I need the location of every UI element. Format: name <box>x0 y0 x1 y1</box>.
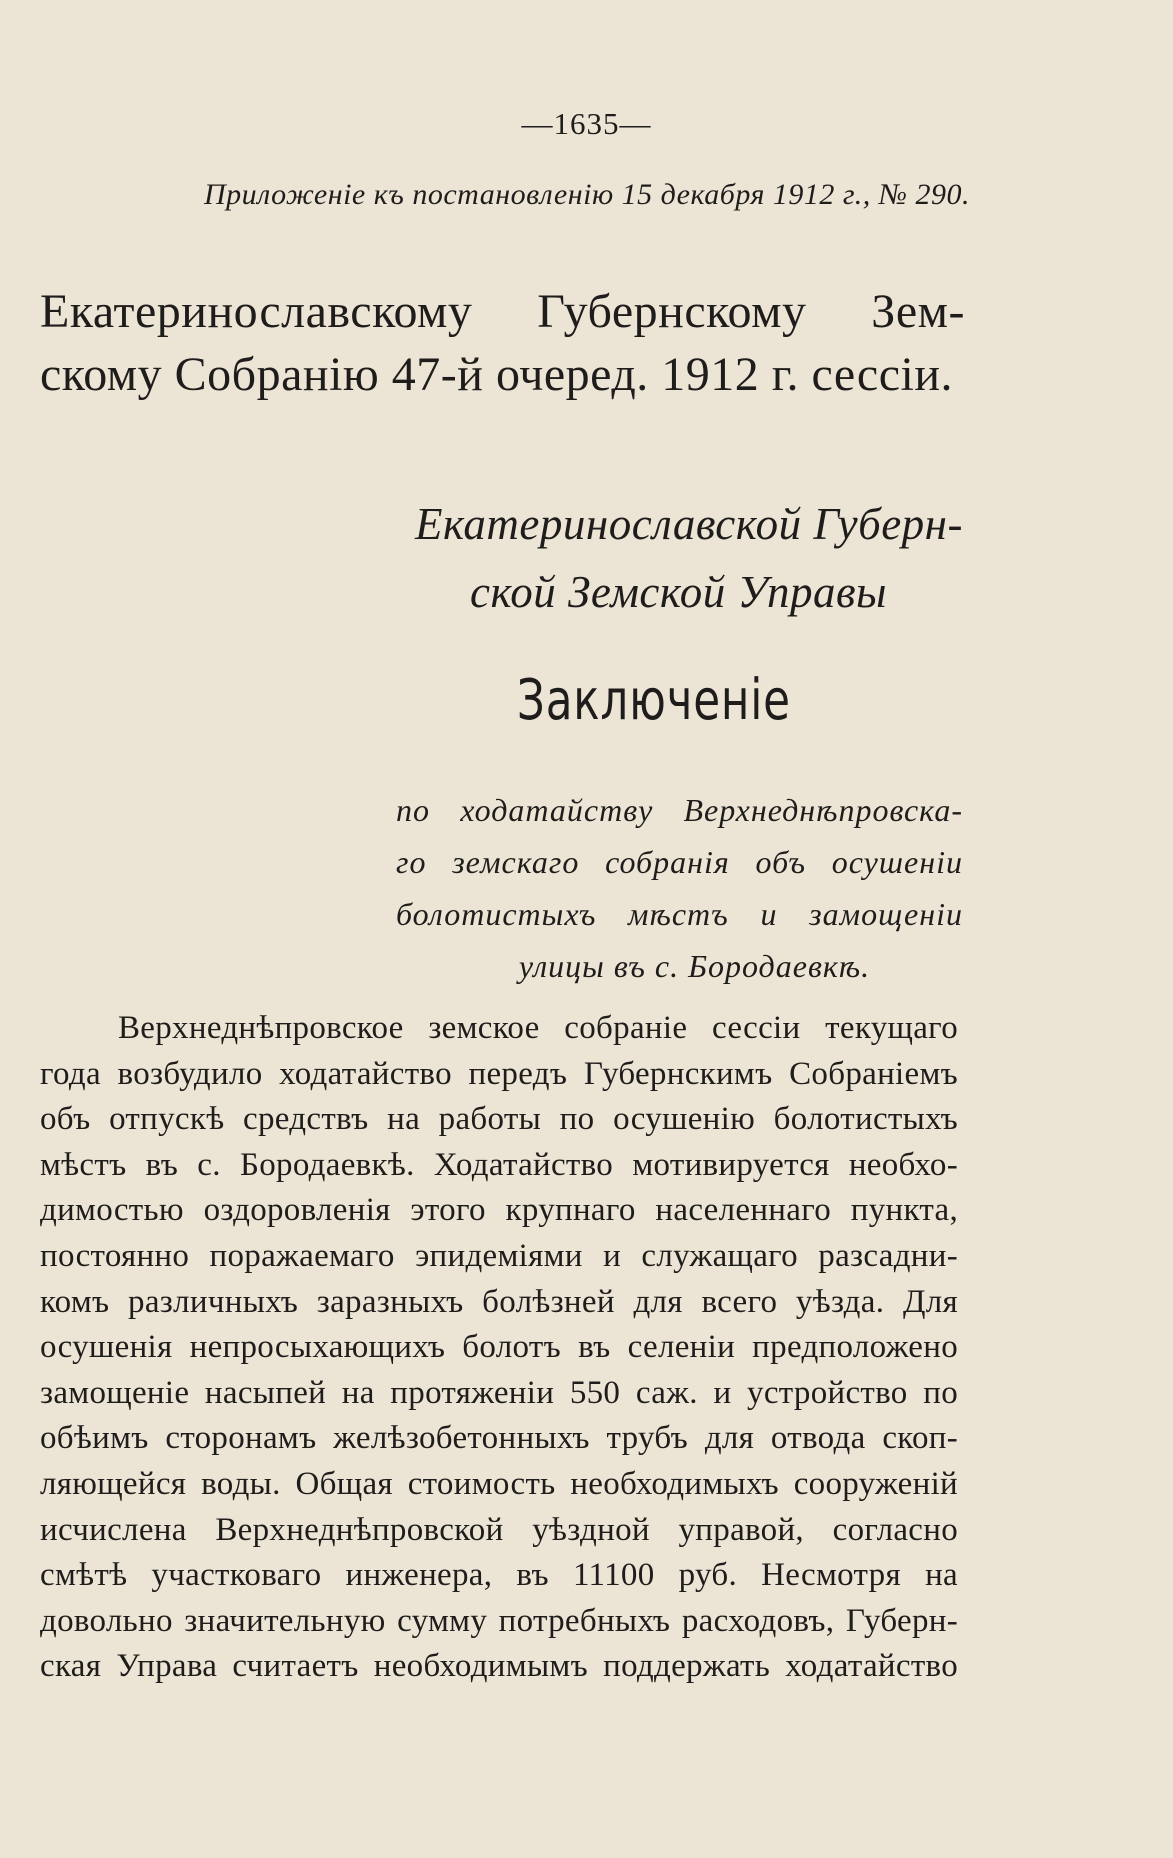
subject-heading <box>396 784 963 992</box>
subject-line-4: улицы въ с. Бородаевкѣ. <box>518 948 871 984</box>
body-line: ляющейся воды. Общая стоимость необходимыхъ сооруженій <box>40 1465 958 1502</box>
authority-heading <box>415 490 963 626</box>
addressee-line-2: скому Собранію 47-й очеред. 1912 г. сессіи. <box>40 348 954 401</box>
body-paragraph <box>40 1006 958 1690</box>
body-line: обѣимъ сторонамъ желѣзобетонныхъ трубъ для отвода скоп- <box>40 1420 958 1457</box>
body-line: комъ различныхъ заразныхъ болѣзней для всего уѣзда. Для <box>40 1283 958 1320</box>
subject-line-3: болотистыхъ мѣстъ и замощеніи <box>396 896 963 932</box>
body-line: года возбудило ходатайство передъ Губернскимъ Собраніемъ <box>40 1055 958 1092</box>
subject-line-1: по ходатайству Верхнеднѣпровска- <box>396 792 963 828</box>
body-line: довольно значительную сумму потребныхъ расходовъ, Губерн- <box>40 1602 958 1639</box>
body-line: мѣстъ въ с. Бородаевкѣ. Ходатайство мотивируется необхо- <box>40 1146 958 1183</box>
addressee-heading <box>40 280 965 406</box>
page-number: —1635— <box>521 106 652 141</box>
body-line: Верхнеднѣпровское земское собраніе сессіи текущаго <box>118 1010 958 1046</box>
body-line: замощеніе насыпей на протяженіи 550 саж. и устройство по <box>40 1374 958 1411</box>
document-title: Заключеніе <box>516 668 791 733</box>
body-line: объ отпускѣ средствъ на работы по осушенію болотистыхъ <box>40 1101 958 1138</box>
addressee-line-1: Екатеринославскому Губернскому Зем- <box>40 285 965 338</box>
body-line: ская Управа считаетъ необходимымъ поддержать ходатайство <box>40 1648 958 1685</box>
authority-line-2: ской Земской Управы <box>470 567 888 617</box>
appendix-reference: Приложеніе къ постановленію 15 декабря 1912 г., № 290. <box>204 178 970 211</box>
authority-line-1: Екатеринославской Губерн- <box>415 499 963 549</box>
subject-line-2: го земскаго собранія объ осушеніи <box>396 844 963 880</box>
body-line: постоянно поражаемаго эпидеміями и служащаго разсадни- <box>40 1237 958 1274</box>
body-line: осушенія непросыхающихъ болотъ въ селеніи предположено <box>40 1329 958 1366</box>
body-line: димостью оздоровленія этого крупнаго населеннаго пункта, <box>40 1192 958 1229</box>
body-line: исчислена Верхнеднѣпровской уѣздной управой, согласно <box>40 1511 958 1548</box>
body-line: смѣтѣ участковаго инженера, въ 11100 руб. Несмотря на <box>40 1557 958 1594</box>
